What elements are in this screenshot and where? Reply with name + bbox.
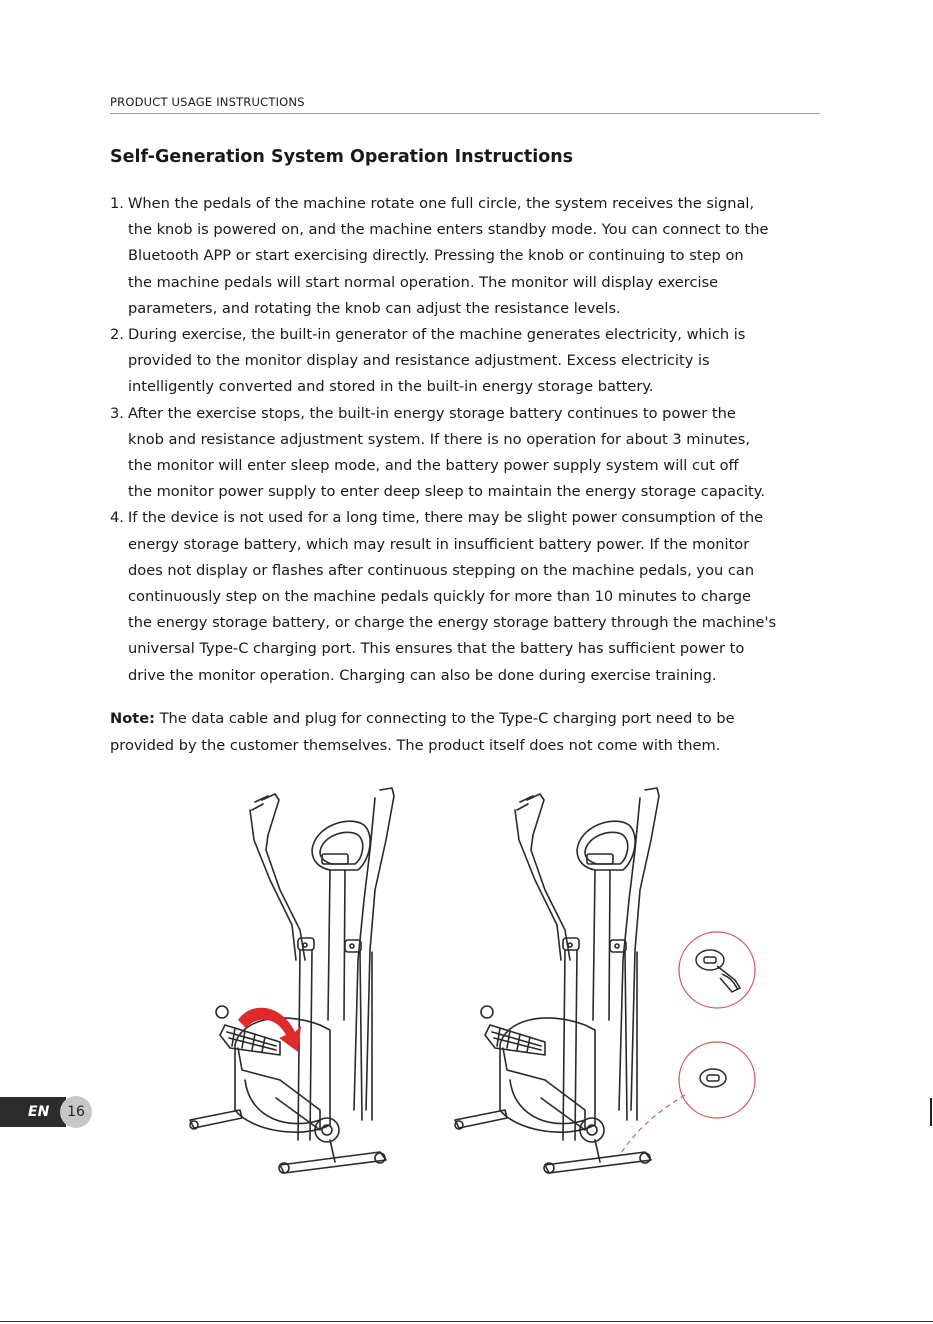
step-number: 3.	[110, 404, 124, 422]
step-line: provided to the monitor display and resistance adjustment. Excess electricity is	[128, 352, 710, 370]
page-edge-mark	[930, 1098, 932, 1126]
step-line: parameters, and rotating the knob can adjust the resistance levels.	[128, 299, 621, 317]
step-line: the monitor will enter sleep mode, and the battery power supply system will cut off	[128, 457, 739, 475]
step-line: Bluetooth APP or start exercising directly. Pressing the knob or continuing to step on	[128, 247, 744, 265]
step-line: When the pedals of the machine rotate one full circle, the system receives the signal,	[128, 195, 755, 212]
language-badge: EN	[0, 1097, 66, 1127]
section-header: PRODUCT USAGE INSTRUCTIONS	[110, 95, 305, 109]
step-number: 1.	[110, 195, 124, 212]
note-label: Note:	[110, 710, 155, 727]
step-line: the machine pedals will start normal operation. The monitor will display exercise	[128, 273, 719, 291]
step-line: After the exercise stops, the built-in energy storage battery continues to power the	[128, 404, 736, 422]
instruction-step-4	[110, 505, 845, 688]
instruction-list	[110, 191, 845, 689]
step-line: continuously step on the machine pedals quickly for more than 10 minutes to charge	[128, 588, 752, 606]
step-number: 2.	[110, 326, 124, 344]
step-line: universal Type-C charging port. This ensures that the battery has sufficient power to	[128, 640, 745, 658]
step-line: the monitor power supply to enter deep sleep to maintain the energy storage capacity.	[128, 483, 765, 501]
page-title: Self-Generation System Operation Instructions	[110, 147, 574, 167]
elliptical-trainer-illustration	[180, 780, 780, 1190]
instruction-step-2	[110, 322, 845, 401]
note-paragraph	[110, 706, 840, 759]
charging-port-icon	[700, 1069, 726, 1087]
type-c-plug-callout	[679, 932, 755, 1008]
step-line: the energy storage battery, or charge the energy storage battery through the machine's	[128, 614, 777, 632]
plug-icon	[696, 950, 740, 992]
page-number: 16	[60, 1096, 92, 1128]
header-divider	[110, 113, 820, 114]
note-line: provided by the customer themselves. The product itself does not come with them.	[110, 736, 721, 754]
step-line: intelligently converted and stored in the built-in energy storage battery.	[128, 378, 654, 396]
step-number: 4.	[110, 509, 124, 527]
step-line: drive the monitor operation. Charging can also be done during exercise training.	[128, 666, 717, 684]
bottom-divider	[0, 1321, 933, 1322]
step-line: During exercise, the built-in generator of the machine generates electricity, which is	[128, 326, 746, 344]
charging-port-callout	[679, 1042, 755, 1118]
instruction-step-1	[110, 191, 845, 322]
step-line: knob and resistance adjustment system. If there is no operation for about 3 minutes,	[128, 430, 751, 448]
instruction-step-3	[110, 401, 845, 506]
step-line: the knob is powered on, and the machine enters standby mode. You can connect to the	[128, 221, 769, 239]
rotation-arrow-icon	[238, 1008, 301, 1052]
note-line: The data cable and plug for connecting to the Type-C charging port need to be	[159, 710, 735, 727]
step-line: does not display or flashes after continuous stepping on the machine pedals, you can	[128, 561, 755, 579]
step-line: If the device is not used for a long time, there may be slight power consumption of the	[128, 509, 764, 527]
callout-leader-line	[620, 1095, 685, 1155]
step-line: energy storage battery, which may result in insufficient battery power. If the monitor	[128, 535, 750, 553]
